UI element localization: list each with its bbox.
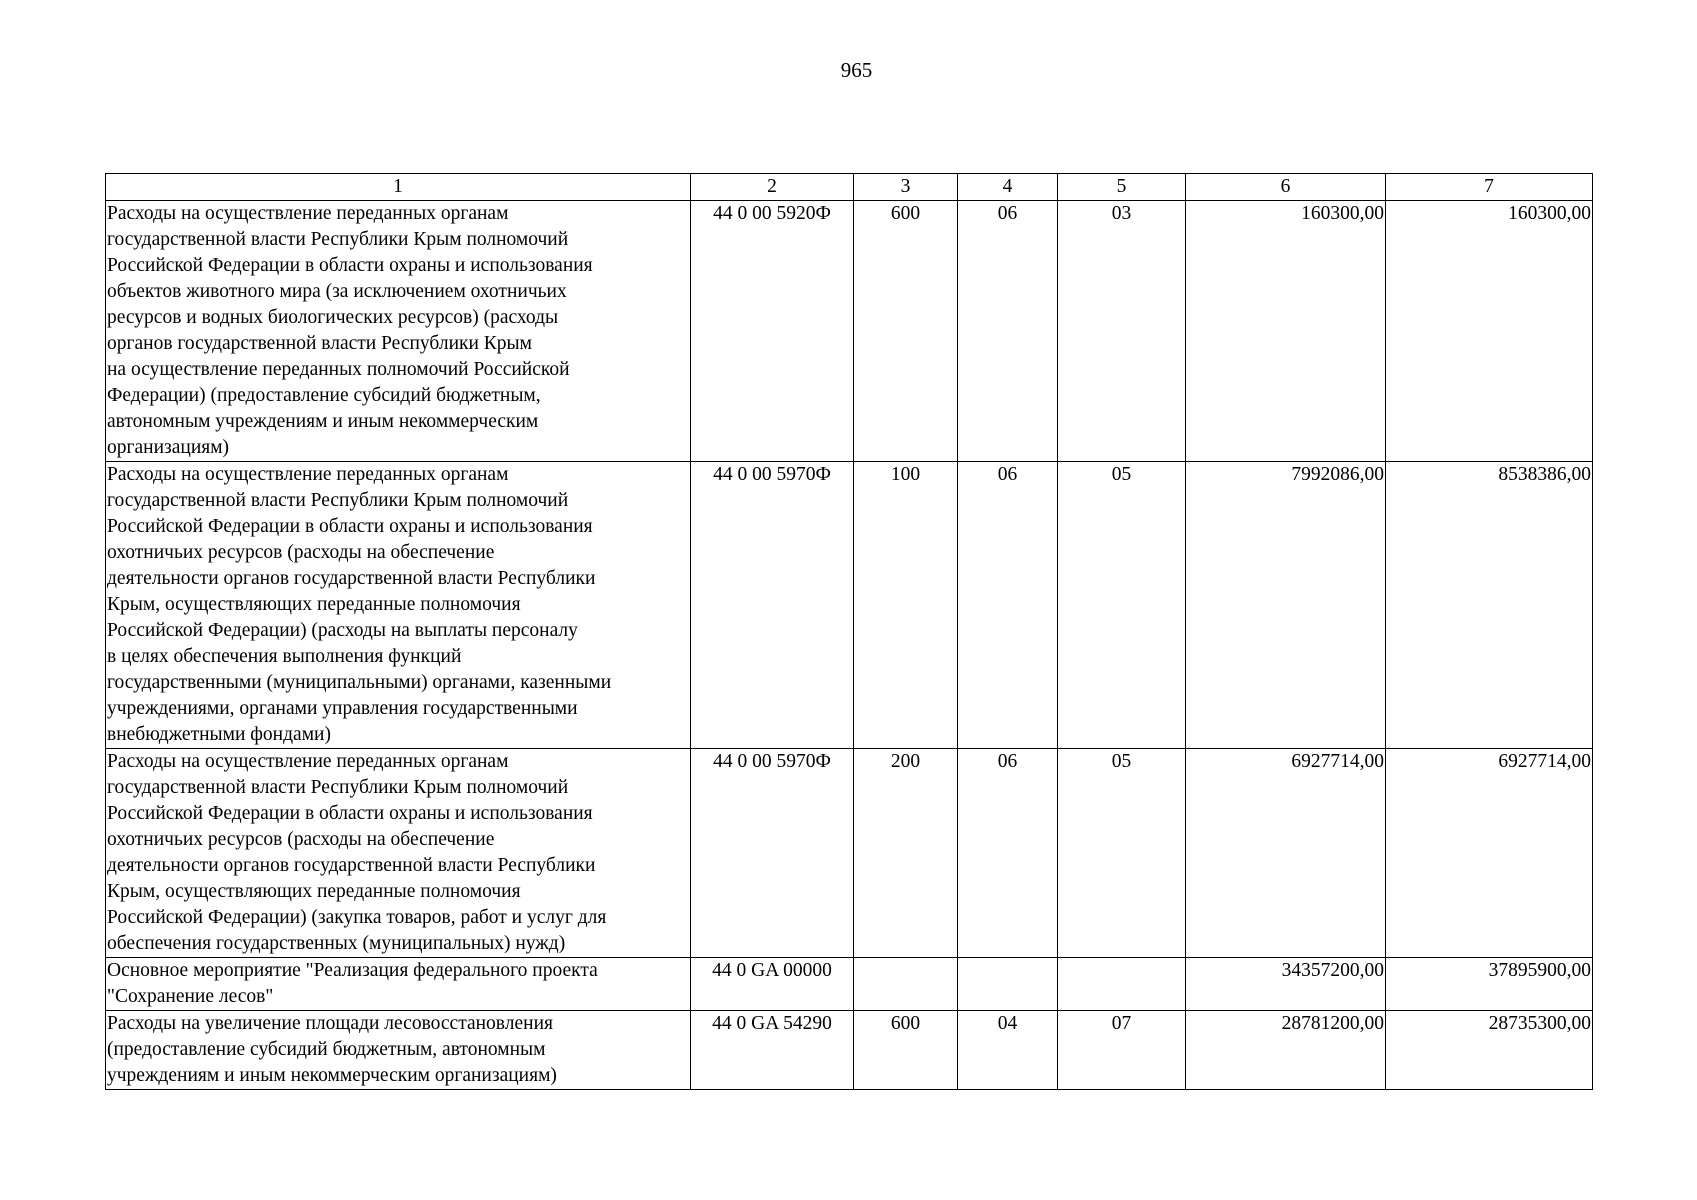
row-amount-col7: 37895900,00 — [1386, 958, 1593, 1011]
table-row — [106, 958, 1593, 1011]
description-line: Российской Федерации в области охраны и использования — [107, 516, 593, 537]
description-line: на осуществление переданных полномочий Российской — [107, 359, 570, 380]
description-line: Расходы на осуществление переданных органам — [107, 751, 509, 772]
row-section: 04 — [958, 1011, 1058, 1090]
row-code: 44 0 00 5970Ф — [691, 462, 854, 749]
row-amount-col6: 6927714,00 — [1186, 749, 1386, 958]
row-amount-col7: 8538386,00 — [1386, 462, 1593, 749]
description-line: государственными (муниципальными) органами, казенными — [107, 672, 612, 693]
description-line: Российской Федерации) (расходы на выплаты персоналу — [107, 620, 578, 641]
column-header-6: 6 — [1186, 174, 1386, 201]
budget-table — [105, 173, 1593, 1090]
description-line: деятельности органов государственной власти Республики — [107, 568, 596, 589]
row-amount-col6: 34357200,00 — [1186, 958, 1386, 1011]
description-line: Расходы на осуществление переданных органам — [107, 203, 509, 224]
row-expense-type — [854, 958, 958, 1011]
description-line: государственной власти Республики Крым полномочий — [107, 490, 569, 511]
page-number: 965 — [840, 58, 873, 82]
row-amount-col7: 6927714,00 — [1386, 749, 1593, 958]
row-section: 06 — [958, 462, 1058, 749]
row-subsection: 03 — [1058, 201, 1186, 462]
column-header-7: 7 — [1386, 174, 1593, 201]
description-line: Расходы на увеличение площади лесовосстановления — [107, 1013, 553, 1034]
row-section — [958, 958, 1058, 1011]
column-header-4: 4 — [958, 174, 1058, 201]
column-header-5: 5 — [1058, 174, 1186, 201]
description-line: "Сохранение лесов" — [107, 986, 274, 1007]
table-row — [106, 462, 1593, 749]
description-line: внебюджетными фондами) — [107, 724, 331, 745]
row-amount-col6: 160300,00 — [1186, 201, 1386, 462]
description-line: ресурсов и водных биологических ресурсов) (расходы — [107, 307, 559, 328]
description-line: Основное мероприятие "Реализация федерального проекта — [107, 960, 598, 981]
table-row — [106, 1011, 1593, 1090]
description-line: автономным учреждениям и иным некоммерческим — [107, 411, 539, 432]
description-line: государственной власти Республики Крым полномочий — [107, 229, 569, 250]
row-expense-type: 600 — [854, 1011, 958, 1090]
row-description — [106, 1011, 691, 1090]
row-section: 06 — [958, 749, 1058, 958]
row-code: 44 0 GA 54290 — [691, 1011, 854, 1090]
row-code: 44 0 00 5920Ф — [691, 201, 854, 462]
description-line: (предоставление субсидий бюджетным, автономным — [107, 1039, 546, 1060]
description-line: организациям) — [107, 437, 230, 458]
description-line: обеспечения государственных (муниципальных) нужд) — [107, 933, 566, 954]
row-description — [106, 749, 691, 958]
column-header-3: 3 — [854, 174, 958, 201]
row-expense-type: 600 — [854, 201, 958, 462]
row-code: 44 0 GA 00000 — [691, 958, 854, 1011]
table-body — [106, 201, 1593, 1090]
row-amount-col6: 7992086,00 — [1186, 462, 1386, 749]
description-line: деятельности органов государственной власти Республики — [107, 855, 596, 876]
description-line: Российской Федерации) (закупка товаров, работ и услуг для — [107, 907, 607, 928]
header-row — [106, 174, 1593, 201]
row-subsection: 05 — [1058, 749, 1186, 958]
description-line: Крым, осуществляющих переданные полномочия — [107, 881, 521, 902]
description-line: государственной власти Республики Крым полномочий — [107, 777, 569, 798]
column-header-2: 2 — [691, 174, 854, 201]
table-row — [106, 749, 1593, 958]
row-expense-type: 200 — [854, 749, 958, 958]
row-amount-col7: 160300,00 — [1386, 201, 1593, 462]
row-description — [106, 958, 691, 1011]
description-line: охотничьих ресурсов (расходы на обеспечение — [107, 829, 495, 850]
description-line: Расходы на осуществление переданных органам — [107, 464, 509, 485]
row-expense-type: 100 — [854, 462, 958, 749]
description-line: Российской Федерации в области охраны и использования — [107, 255, 593, 276]
row-amount-col6: 28781200,00 — [1186, 1011, 1386, 1090]
row-section: 06 — [958, 201, 1058, 462]
row-subsection — [1058, 958, 1186, 1011]
description-line: Федерации) (предоставление субсидий бюджетным, — [107, 385, 541, 406]
row-code: 44 0 00 5970Ф — [691, 749, 854, 958]
row-subsection: 07 — [1058, 1011, 1186, 1090]
row-amount-col7: 28735300,00 — [1386, 1011, 1593, 1090]
column-header-1: 1 — [106, 174, 691, 201]
description-line: охотничьих ресурсов (расходы на обеспечение — [107, 542, 495, 563]
description-line: Российской Федерации в области охраны и использования — [107, 803, 593, 824]
description-line: объектов животного мира (за исключением охотничьих — [107, 281, 567, 302]
row-description — [106, 201, 691, 462]
table-row — [106, 201, 1593, 462]
description-line: Крым, осуществляющих переданные полномочия — [107, 594, 521, 615]
row-subsection: 05 — [1058, 462, 1186, 749]
description-line: в целях обеспечения выполнения функций — [107, 646, 462, 667]
row-description — [106, 462, 691, 749]
description-line: органов государственной власти Республики Крым — [107, 333, 532, 354]
description-line: учреждениями, органами управления государственными — [107, 698, 578, 719]
description-line: учреждениям и иным некоммерческим организациям) — [107, 1065, 557, 1086]
